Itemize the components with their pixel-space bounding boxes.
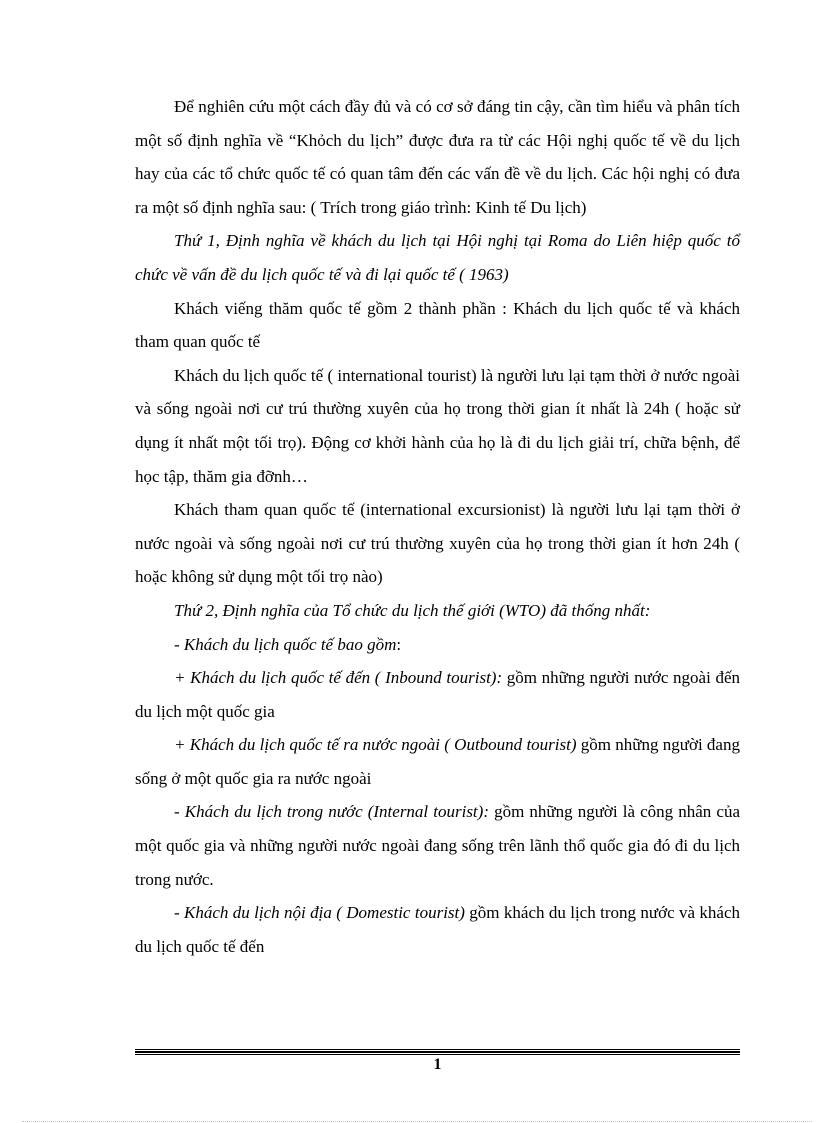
list-item-text: gồm những người đang sống ở một quốc gia ra nước ngoài <box>135 735 740 788</box>
paragraph-international-visitor <box>135 292 740 359</box>
footer-divider <box>135 1051 740 1053</box>
paragraph-intro <box>135 90 740 224</box>
paragraph-text: Để nghiên cứu một cách đầy đủ và có cơ sở đáng tin cậy, cần tìm hiểu và phân tích một số định nghĩa về “Khỏch du lịch” được đưa ra từ các Hội nghị quốc tế về du lịch hay của các tổ chức quốc tế có quan tâm đến các vấn đề về du lịch. Các hội nghị có đưa ra một số định nghĩa sau: ( Trích trong giáo trình: Kinh tế Du lịch) <box>135 97 740 217</box>
list-item-text: gồm những người nước ngoài đến du lịch một quốc gia <box>135 668 740 721</box>
paragraph-international-excursionist <box>135 493 740 594</box>
paragraph-text: Khách du lịch quốc tế ( international tourist) là người lưu lại tạm thời ở nước ngoài và sống ngoài nơi cư trú thường xuyên của họ trong thời gian ít nhất là 24h ( hoặc sử dụng ít nhất một tối trọ). Động cơ khởi hành của họ là đi du lịch giải trí, chữa bệnh, để học tập, thăm gia đỡnh… <box>135 365 740 486</box>
footer-divider <box>135 1054 740 1055</box>
list-item-text: : <box>396 634 402 654</box>
paragraph-text: Thứ 1, Định nghĩa về khách du lịch tại Hội nghị tại Roma do Liên hiệp quốc tổ chức về vấn đề du lịch quốc tế và đi lại quốc tế ( 1963) <box>135 231 740 284</box>
list-item-label: - Khách du lịch trong nước (Internal tourist): <box>174 802 489 822</box>
list-item-label: + Khách du lịch quốc tế ra nước ngoài ( Outbound tourist) <box>174 735 577 755</box>
list-item-text: gồm những người là công nhân của một quốc gia và những người nước ngoài đang sống trên lãnh thổ quốc gia đó đi du lịch trong nước. <box>135 802 740 889</box>
page-edge-guide <box>22 1121 812 1122</box>
paragraph-text: Khách viếng thăm quốc tế gồm 2 thành phần : Khách du lịch quốc tế và khách tham quan quốc tế <box>135 298 740 352</box>
list-item-international-tourist <box>135 628 740 662</box>
list-item-label: + Khách du lịch quốc tế đến ( Inbound tourist): <box>174 668 503 688</box>
paragraph-international-tourist <box>135 359 740 493</box>
list-item-inbound-tourist <box>135 661 740 728</box>
list-item-outbound-tourist <box>135 728 740 795</box>
list-item-internal-tourist <box>135 795 740 896</box>
paragraph-text: Thứ 2, Định nghĩa của Tổ chức du lịch thế giới (WTO) đã thống nhất: <box>174 600 651 620</box>
document-body <box>135 90 740 963</box>
paragraph-text: Khách tham quan quốc tế (international excursionist) là người lưu lại tạm thời ở nước ngoài và sống ngoài nơi cư trú thường xuyên của họ trong thời gian ít hơn 24h ( hoặc không sử dụng một tối trọ nào) <box>135 500 740 587</box>
list-item-label: - Khách du lịch nội địa ( Domestic tourist) <box>174 903 465 923</box>
list-item-label: - Khách du lịch quốc tế bao gồm <box>174 634 397 654</box>
list-item-text: gồm khách du lịch trong nước và khách du lịch quốc tế đến <box>135 903 740 956</box>
paragraph-definition-1-heading <box>135 224 740 291</box>
page-number: 1 <box>433 1056 442 1073</box>
footer-divider <box>135 1049 740 1050</box>
list-item-domestic-tourist <box>135 896 740 963</box>
paragraph-definition-2-heading <box>135 594 740 628</box>
